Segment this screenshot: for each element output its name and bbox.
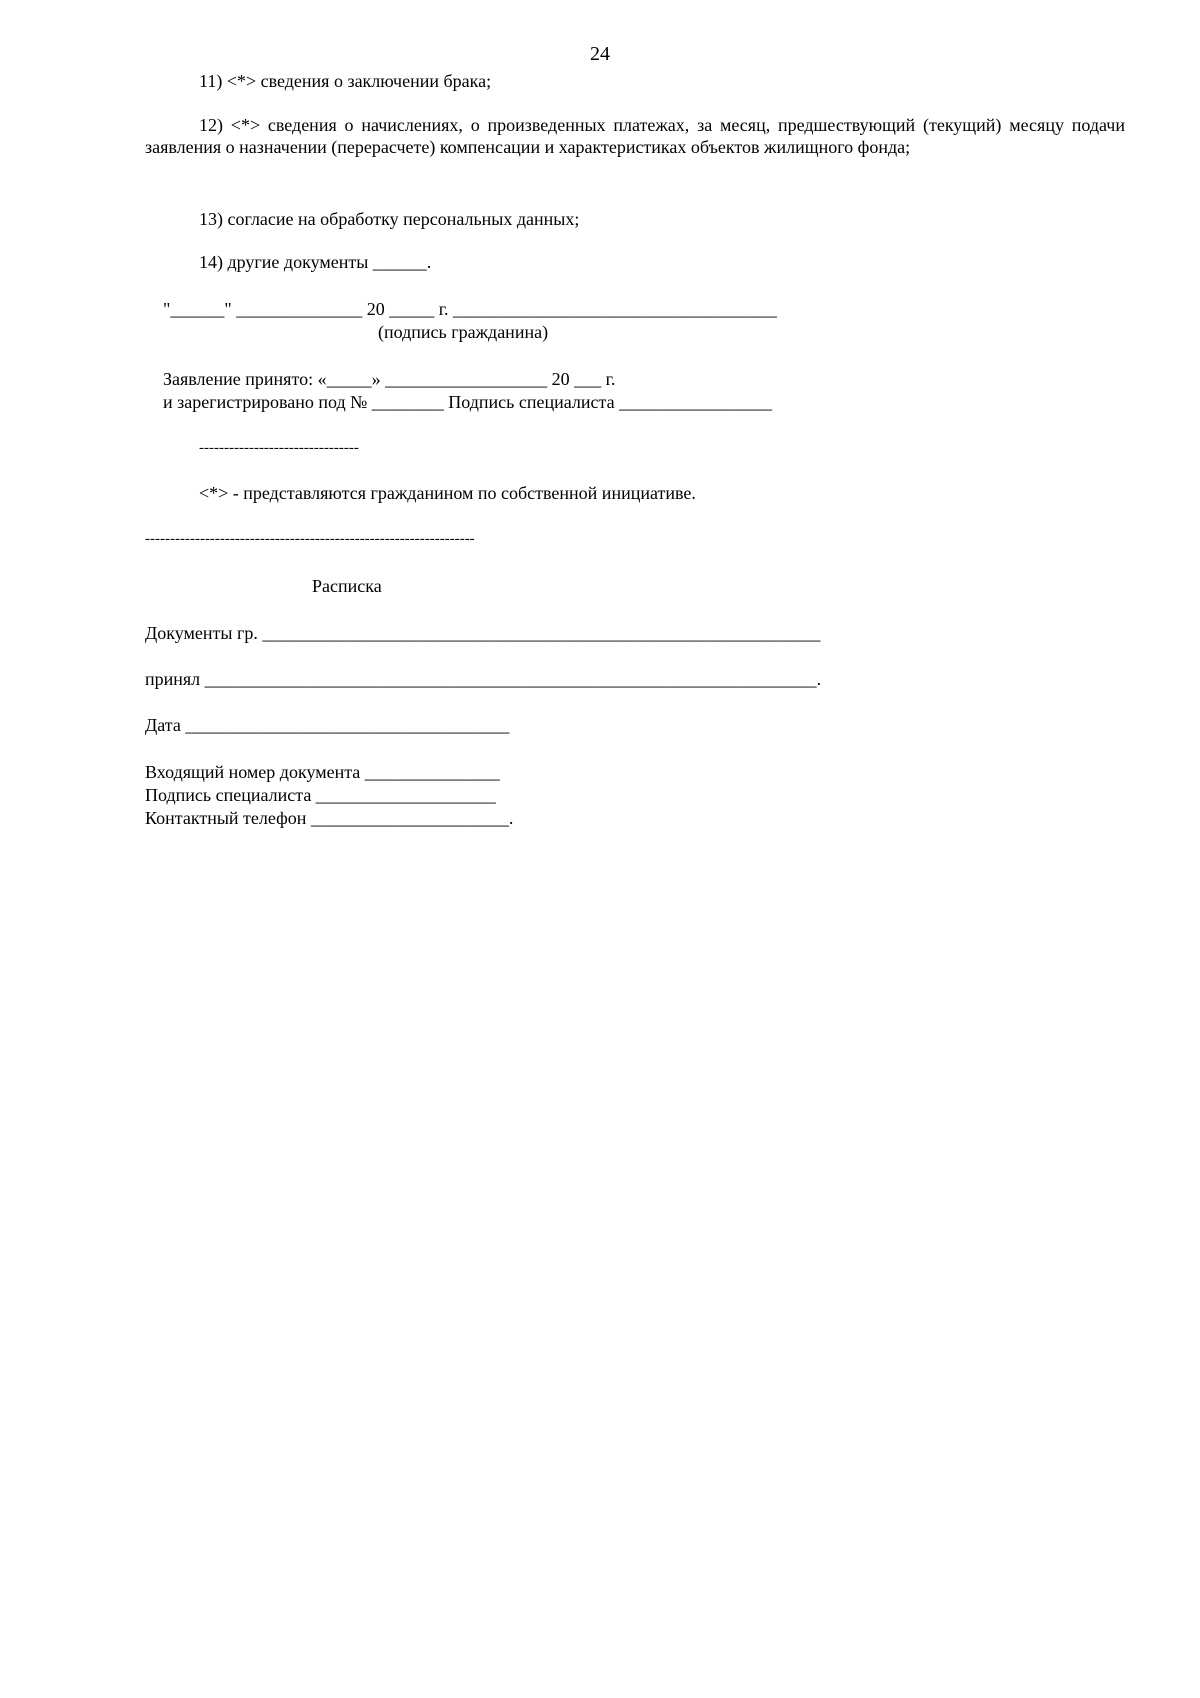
receipt-title: Расписка xyxy=(312,576,382,596)
receipt-specialist-signature-line: Подпись специалиста ____________________ xyxy=(145,785,496,805)
page-number: 24 xyxy=(590,43,610,65)
registration-number-line: и зарегистрировано под № ________ Подпись специалиста _________________ xyxy=(163,392,773,412)
citizen-signature-caption: (подпись гражданина) xyxy=(378,322,549,342)
list-item-12 xyxy=(145,114,1125,158)
receipt-incoming-number-line: Входящий номер документа _______________ xyxy=(145,762,500,782)
receipt-date-line: Дата ____________________________________ xyxy=(145,715,510,735)
list-item-12-text: 12) <*> сведения о начислениях, о произведенных платежах, за месяц, предшествующий (текущий) месяцу подачи заявления о назначении (перерасчете) компенсации и характеристиках объектов жилищного фонда; xyxy=(145,115,1125,157)
receipt-cut-line: ------------------------------------------------------------------ xyxy=(145,531,475,547)
citizen-signature-date-line: "______" ______________ 20 _____ г. ____________________________________ xyxy=(163,299,778,319)
list-item-11: 11) <*> сведения о заключении брака; xyxy=(199,71,492,91)
receipt-accepted-by-line: принял ____________________________________________________________________. xyxy=(145,669,822,689)
receipt-contact-phone-line: Контактный телефон ______________________. xyxy=(145,808,514,828)
receipt-documents-line: Документы гр. ______________________________________________________________ xyxy=(145,623,821,643)
footnote-separator: -------------------------------- xyxy=(199,440,359,456)
footnote-text: <*> - представляются гражданином по собственной инициативе. xyxy=(199,483,696,503)
list-item-13: 13) согласие на обработку персональных данных; xyxy=(199,209,580,229)
list-item-14: 14) другие документы ______. xyxy=(199,252,432,272)
application-accepted-line: Заявление принято: «_____» __________________ 20 ___ г. xyxy=(163,369,616,389)
